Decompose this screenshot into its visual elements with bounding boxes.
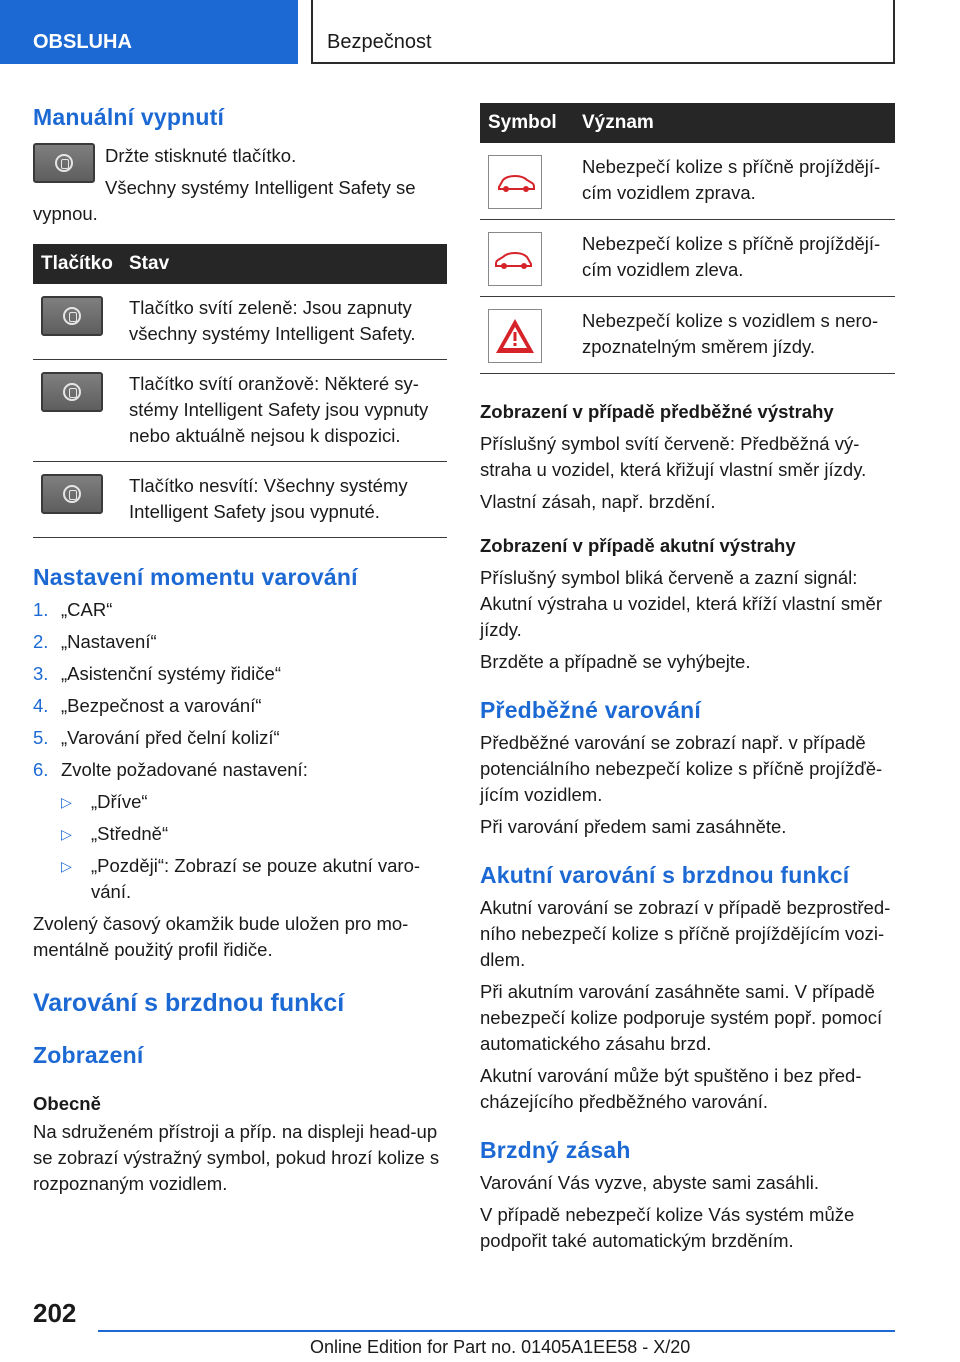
symbol-table xyxy=(480,103,895,374)
warning-timing-heading: Nastavení momentu varování xyxy=(33,564,358,590)
general-heading: Obecně xyxy=(33,1093,101,1114)
settings-steps xyxy=(33,597,447,783)
intelligent-safety-icon xyxy=(63,307,81,325)
table-row xyxy=(33,360,447,462)
intelligent-safety-icon xyxy=(55,154,73,172)
braking-support: V případě nebezpečí kolize Vás systém může podpořit také automatickým brzděním. xyxy=(480,1204,855,1251)
list-item: ▷ „Později“: Zobrazí se pouze akutní varování. xyxy=(61,853,447,905)
pre-display-action: Vlastní zásah, např. brzdění. xyxy=(480,491,716,512)
triangle-bullet-icon: ▷ xyxy=(61,794,72,810)
braking-text: Varování Vás vyzve, abyste sami zasáhli. xyxy=(480,1172,819,1193)
list-item: 1. „CAR“ xyxy=(33,599,113,620)
table-row xyxy=(480,143,895,220)
timing-note: Zvolený časový okamžik bude uložen pro momentálně použitý profil řidiče. xyxy=(33,913,409,960)
table-header-button: Tlačítko xyxy=(33,244,121,284)
footer-rule xyxy=(98,1330,895,1332)
table-header-symbol: Symbol xyxy=(480,103,574,143)
table-header-state: Stav xyxy=(121,244,447,284)
table-cell: Nebezpečí kolize s příčně projíždějícím vozidlem zprava. xyxy=(574,143,895,220)
acute-warning-text: Akutní varování se zobrazí v případě bezprostředního nebezpečí kolize s příčně projíždějícím vozidlem. xyxy=(480,897,891,970)
left-column xyxy=(33,100,447,1197)
table-cell: Nebezpečí kolize s příčně projíždějícím vozidlem zleva. xyxy=(574,220,895,297)
prewarning-heading: Předběžné varování xyxy=(480,697,701,723)
acute-display-heading: Zobrazení v případě akutní výstrahy xyxy=(480,535,796,556)
warning-triangle-icon xyxy=(488,309,542,363)
pre-display-heading: Zobrazení v případě předběžné výstrahy xyxy=(480,401,834,422)
car-cross-left-icon xyxy=(488,232,542,286)
manual-off-result: Všechny systémy Intelligent Safety se vypnou. xyxy=(33,177,416,224)
table-cell: Tlačítko nesvítí: Všechny systémy Intelligent Safety jsou vypnuté. xyxy=(121,462,447,538)
list-item: 4. „Bezpečnost a varování“ xyxy=(33,695,262,716)
right-column xyxy=(480,103,895,1254)
timing-options xyxy=(33,789,447,905)
intelligent-safety-icon xyxy=(63,485,81,503)
braking-heading: Brzdný zásah xyxy=(480,1137,631,1163)
acute-warning-note: Akutní varování může být spuštěno i bez předcházejícího předběžného varování. xyxy=(480,1065,862,1112)
pre-display-text: Příslušný symbol svítí červeně: Předběžná výstraha u vozidel, která křižují vlastní směr jízdy. xyxy=(480,433,867,480)
list-item: ▷ „Středně“ xyxy=(61,821,447,847)
general-text: Na sdruženém přístroji a příp. na displeji head-up se zobrazí výstražný symbol, pokud hrozí kolize s rozpoznaným vozidlem. xyxy=(33,1121,440,1194)
triangle-bullet-icon: ▷ xyxy=(61,826,72,842)
section-tab: OBSLUHA xyxy=(0,0,298,64)
chapter-title: Bezpečnost xyxy=(311,0,895,64)
table-cell: Tlačítko svítí oranžově: Některé systémy Intelligent Safety jsou vypnuty nebo aktuálně nejsou k dispozici. xyxy=(121,360,447,462)
car-cross-right-icon xyxy=(488,155,542,209)
button-off-image xyxy=(41,474,103,514)
button-state-table xyxy=(33,244,447,538)
table-cell: Tlačítko svítí zeleně: Jsou zapnuty všechny systémy Intelligent Safety. xyxy=(121,284,447,360)
acute-display-text: Příslušný symbol bliká červeně a zazní signál: Akutní výstraha u vozidel, která kříží vlastní směr jízdy. xyxy=(480,567,883,640)
acute-display-action: Brzděte a případně se vyhýbejte. xyxy=(480,651,751,672)
list-item: 2. „Nastavení“ xyxy=(33,631,157,652)
table-row xyxy=(480,297,895,374)
acute-warning-heading: Akutní varování s brzdnou funkcí xyxy=(480,862,850,888)
table-row xyxy=(480,220,895,297)
prewarning-text: Předběžné varování se zobrazí např. v případě potenciálního nebezpečí kolize s příčně projížďějícím vozidlem. xyxy=(480,732,883,805)
list-item: 6. Zvolte požadované nastavení: xyxy=(33,759,308,780)
table-cell: Nebezpečí kolize s vozidlem s nerozpoznatelným směrem jízdy. xyxy=(574,297,895,374)
intelligent-safety-icon xyxy=(63,383,81,401)
brake-warning-heading: Varování s brzdnou funkcí xyxy=(33,989,345,1017)
edition-note: Online Edition for Part no. 01405A1EE58 - X/20 xyxy=(310,1337,691,1357)
triangle-bullet-icon: ▷ xyxy=(61,858,72,874)
manual-off-heading: Manuální vypnutí xyxy=(33,104,225,130)
button-green-image xyxy=(41,296,103,336)
button-orange-image xyxy=(41,372,103,412)
manual-off-instruction: Držte stisknuté tlačítko. xyxy=(105,145,297,166)
page-number: 202 xyxy=(33,1298,77,1328)
table-row xyxy=(33,284,447,360)
intelligent-safety-button-image xyxy=(33,143,95,183)
table-row xyxy=(33,462,447,538)
list-item: 3. „Asistenční systémy řidiče“ xyxy=(33,663,281,684)
list-item: ▷ „Dříve“ xyxy=(61,789,447,815)
table-header-meaning: Význam xyxy=(574,103,895,143)
display-heading: Zobrazení xyxy=(33,1042,144,1068)
list-item: 5. „Varování před čelní kolizí“ xyxy=(33,727,280,748)
prewarning-action: Při varování předem sami zasáhněte. xyxy=(480,816,787,837)
acute-warning-action: Při akutním varování zasáhněte sami. V případě nebezpečí kolize podporuje systém popř. pomocí automatického zásahu brzd. xyxy=(480,981,883,1054)
